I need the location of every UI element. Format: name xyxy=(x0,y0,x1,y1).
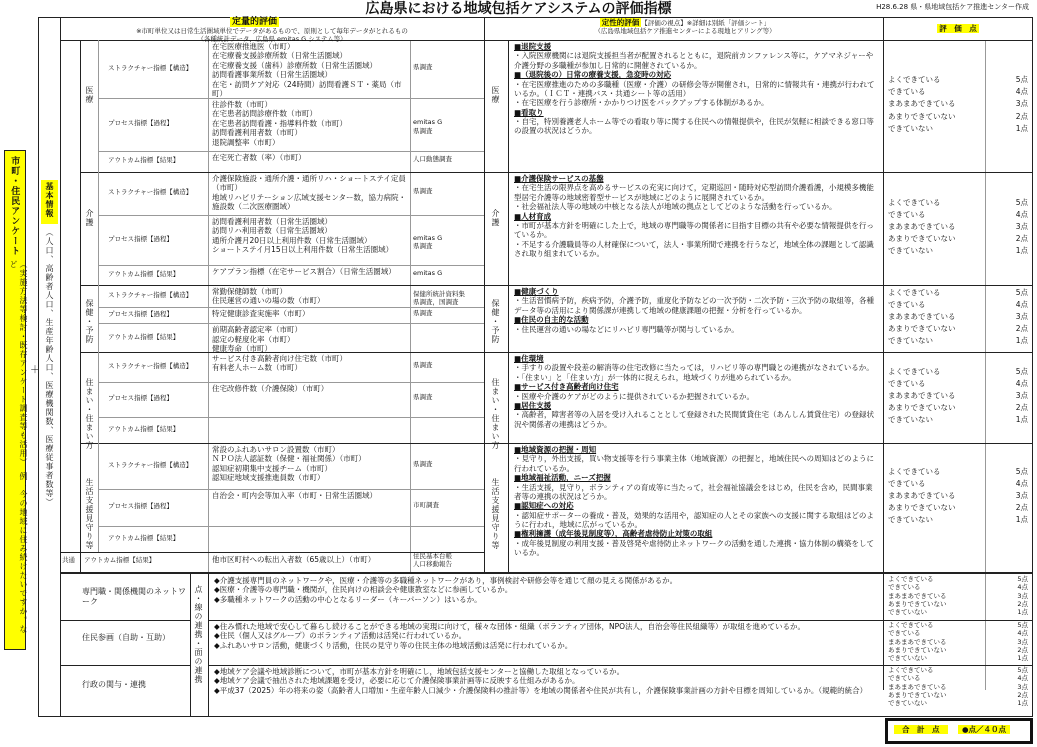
section-name-right: 住まい・住まい方 xyxy=(491,377,500,450)
basic-info-label: 基本情報 xyxy=(45,182,54,218)
eval-point: 5点 xyxy=(1015,366,1028,376)
eval-option: できていない xyxy=(888,336,933,346)
qual-body: ・見守り，外出支援，買い物支援等を行う事業主体（地域資源）の把握と，地域住民への周知はどのように行われているか。 xyxy=(514,454,874,473)
eval-point: 3点 xyxy=(1015,490,1028,500)
indicator-items: 自治会・町内会等加入率（市町・日常生活圏域） xyxy=(212,490,377,500)
eval-point: 4点 xyxy=(1015,87,1028,97)
eval-point: 4点 xyxy=(1015,478,1028,488)
section-name-left: 医療 xyxy=(85,86,94,104)
eval-option: あまりできていない xyxy=(888,645,947,654)
indicator-items xyxy=(212,528,408,551)
bottom-row-name: 行政の関与・連携 xyxy=(82,680,146,689)
indicator-type: ストラクチャー指標【構造】 xyxy=(108,188,193,197)
indicator-items: サービス付き高齢者向け住宅数（市町） 有料老人ホーム数（市町） xyxy=(212,354,347,373)
qual-heading: ■ 住民の自主的な活動 xyxy=(514,315,880,324)
eval-option: できている xyxy=(888,299,926,309)
indicator-items xyxy=(212,419,408,442)
eval-option: あまりできていない xyxy=(888,599,947,608)
eval-option: よくできている xyxy=(888,666,934,674)
qual-heading: ■ 介護保険サービスの基盤 xyxy=(514,174,880,183)
indicator-items: 常勤保健師数（市町） 住民運営の通いの場の数（市町） xyxy=(212,287,325,306)
common-type: アウトカム指標【結果】 xyxy=(84,556,156,564)
eval-point: 2点 xyxy=(1015,234,1028,244)
eval-option: できていない xyxy=(888,246,933,256)
indicator-source: 人口動態調査 xyxy=(413,155,452,164)
eval-options xyxy=(888,198,983,259)
eval-options xyxy=(888,75,983,136)
eval-point: 1点 xyxy=(1017,608,1028,617)
bottom-eval-options xyxy=(888,666,983,707)
eval-option: できている xyxy=(888,583,921,592)
eval-option: まあまあできている xyxy=(888,311,956,321)
common-source: 住民基本台帳 人口移動報告 xyxy=(413,552,452,569)
eval-option: よくできている xyxy=(888,575,934,583)
eval-option: まあまあできている xyxy=(888,682,947,691)
indicator-type: ストラクチャー指標【構造】 xyxy=(108,460,193,469)
eval-point: 2点 xyxy=(1015,111,1028,121)
basic-info-detail: （人口、高齢者人口、生産年齢人口、医療機関数、医療従事者数等） xyxy=(45,228,54,507)
bottom-eval-options xyxy=(888,621,983,662)
indicator-type: アウトカム指標【結果】 xyxy=(108,269,180,278)
bottom-eval-points xyxy=(988,666,1028,707)
indicator-source: 県調査 xyxy=(413,63,433,72)
indicator-items: 住宅改修件数（介護保険）（市町） xyxy=(212,384,329,394)
eval-points xyxy=(988,198,1028,259)
qual-body: ・生活習慣病予防，疾病予防，介護予防，重度化予防などの一次予防・二次予防・三次予防の取組等，各種データ等の活用により関係課が連携して地域の健康課題の把握・分析を行っているか。 xyxy=(514,296,874,315)
qual-heading: ■ 健康づくり xyxy=(514,287,880,296)
qual-heading: ■ 地域福祉活動，ニーズ把握 xyxy=(514,473,880,482)
qual-heading: ■ 人材育成 xyxy=(514,212,880,221)
eval-option: できている xyxy=(888,629,921,638)
eval-point: 4点 xyxy=(1017,629,1028,638)
qual-body: ・認知症サポーターの養成・普及，効果的な活用や，認知症の人とその家族への支援に関する取組はどのように行われ，地域に広がっているか。 xyxy=(514,510,874,529)
indicator-type: ストラクチャー指標【構造】 xyxy=(108,362,193,370)
qual-heading: ■ 退院支援 xyxy=(514,42,880,51)
qual-body: ・住民運営の通いの場などにリハビリ専門職等が関与しているか。 xyxy=(514,324,739,334)
indicator-type: アウトカム指標【結果】 xyxy=(108,332,180,341)
eval-option: まあまあできている xyxy=(888,591,947,600)
eval-option: よくできている xyxy=(888,366,941,376)
eval-point: 3点 xyxy=(1015,221,1028,231)
eval-point: 5点 xyxy=(1017,666,1028,674)
qual-heading: ■ 権利擁護（成年後見制度等），高齢者虐待防止対策の取組 xyxy=(514,529,880,538)
bottom-eval-points xyxy=(988,575,1028,616)
qual-heading: ■ 住環境 xyxy=(514,354,880,363)
section-name-right: 介護 xyxy=(491,208,500,227)
eval-point: 5点 xyxy=(1015,466,1028,476)
bottom-divider-left xyxy=(60,665,190,666)
header-note: H28.6.28 県・県地域包括ケア推進センター作成 xyxy=(876,3,1029,11)
eval-option: あまりできていない xyxy=(888,234,956,244)
qual-body: ・成年後見制度の利用支援・普及啓発や虐待防止ネットワークの活動を通した連携・協力体制の構築をしているか。 xyxy=(514,538,874,558)
bottom-row-body: ◆地域ケア会議や地域診断について，市町が基本方針を明確にし，地域包括支援センターと協働した取組となっているか。 ◆地域ケア会議で抽出された地域課題を受け，必要に応じて介護保険事業計画等に反映する仕組みがあるか。 ◆平成37（2025）年の将来の姿（高齢者人口増加・生産年齢人口減少・介護保険料の推計等）を地域の関係者や住民が共有し，介護保険事業計画の方針や目標を周知しているか。（規範的統合） xyxy=(214,667,868,695)
page-title: 広島県における地域包括ケアシステムの評価指標 xyxy=(365,1,672,17)
eval-options xyxy=(888,367,983,428)
qual-body: ・手すりの設置や段差の解消等の住宅改修に当たっては，リハビリ等の専門職との連携がなされているか。 ・「住まい」と「住まい方」が一体的に捉えられ，地域づくりが進められているか。 xyxy=(514,363,874,382)
qual-body: ・在宅医療推進のための多職種（医療・介護）の研修会等が開催され，日常的に情報共有・連携が行われているか。（ＩＣＴ・連携バス・共通シート等の活用） ・在宅医療を行う診療所・かかりつけ医をバックアップする体制があるか。 xyxy=(514,79,875,108)
row-divider xyxy=(98,151,484,152)
total-value: ●点／４０点 xyxy=(958,725,1010,734)
eval-point: 4点 xyxy=(1017,674,1028,683)
eval-option: まあまあできている xyxy=(888,390,956,400)
eval-points xyxy=(988,288,1028,349)
eval-point: 1点 xyxy=(1015,123,1028,133)
section-divider xyxy=(80,352,1033,353)
quant-header: 定量的評価 xyxy=(232,17,278,27)
indicator-source: 県調査 xyxy=(413,459,433,468)
indicator-type: アウトカム指標【結果】 xyxy=(108,533,180,542)
eval-point: 5点 xyxy=(1017,621,1028,629)
indicator-source: 保健所統計資料集 県調査，国調査 xyxy=(413,290,465,307)
qualitative-text xyxy=(514,445,880,558)
qual-body: ・在宅生活の限界点を高めるサービスの充実に向けて，定期巡回・随時対応型訪問介護看護，小規模多機能型居宅介護等の地域密着型サービスが地域にどのように展開されているか。 ・社会福祉法人等の地域の中核となる法人が地域の拠点としてどのような活動を行っているか。 xyxy=(514,183,874,212)
row-divider xyxy=(98,489,484,490)
qualitative-text xyxy=(514,174,880,283)
indicator-items: 訪問看護利用者数（日常生活圏域） 訪問リハ利用者数（日常生活圏域） 通所介護月20日以上利用件数（日常生活圏域） ショートステイ月15日以上利用件数（日常生活圏域） xyxy=(212,216,394,255)
total-score-box xyxy=(885,718,1033,744)
indicator-type: プロセス指標【過程】 xyxy=(108,502,173,511)
indicator-source: 県調査 xyxy=(413,309,433,318)
eval-options xyxy=(888,288,983,349)
qualitative-text xyxy=(514,287,880,350)
eval-point: 2点 xyxy=(1017,645,1028,654)
indicator-type: ストラクチャー指標【構造】 xyxy=(108,291,193,300)
row-divider xyxy=(98,265,484,266)
eval-point: 5点 xyxy=(1015,197,1028,207)
eval-option: まあまあできている xyxy=(888,490,956,500)
section-divider xyxy=(80,443,1033,444)
qual-body: ・自宅，特別養護老人ホーム等での看取り等に関する住民への情報提供や，住民が気軽に相談できる窓口等の設置の状況はどうか。 xyxy=(514,117,874,136)
row-divider xyxy=(98,98,484,99)
section-divider xyxy=(80,172,1033,173)
indicator-type: プロセス指標【過程】 xyxy=(108,119,173,128)
left-label-2: （実施方法等検討・既存アンケート調査等も活用） 例：今の地域に住み続けたいですか。など xyxy=(9,260,28,634)
eval-point: 1点 xyxy=(1017,699,1028,708)
eval-option: できていない xyxy=(888,515,933,525)
section-name-right: 医療 xyxy=(491,86,500,104)
eval-point: 1点 xyxy=(1015,246,1028,256)
indicator-source: 市町調査 xyxy=(413,501,439,510)
eval-option: できている xyxy=(888,378,926,388)
eval-option: できていない xyxy=(888,415,933,425)
eval-option: できている xyxy=(888,674,921,683)
qual-heading: ■ （退院後の）日常の療養支援，急変時の対応 xyxy=(514,70,880,79)
bottom-eval-points xyxy=(988,621,1028,662)
eval-point: 5点 xyxy=(1017,575,1028,583)
eval-point: 4点 xyxy=(1015,209,1028,219)
bottom-row-body: ◆介護支援専門員のネットワークや，医療・介護等の多職種ネットワークがあり，事例検討や研修会等を通じて顔の見える関係があるか。 ◆医療・介護等の専門職・機関が，住民向けの相談会や健康教室などに参画しているか。 ◆多職種ネットワークの活動の中心となるリーダー（キーパーソン）はいるか。 xyxy=(214,576,678,604)
eval-option: あまりできていない xyxy=(888,111,956,121)
qualitative-text xyxy=(514,354,880,441)
eval-options xyxy=(888,467,983,528)
indicator-type: アウトカム指標【結果】 xyxy=(108,424,180,433)
indicator-type: アウトカム指標【結果】 xyxy=(108,156,180,165)
eval-option: できていない xyxy=(888,608,927,617)
eval-point: 5点 xyxy=(1015,287,1028,297)
eval-header: 評 価 点 xyxy=(939,24,977,33)
eval-point: 4点 xyxy=(1015,299,1028,309)
eval-point: 2点 xyxy=(1017,599,1028,608)
eval-option: できていない xyxy=(888,699,927,708)
qual-body: ・高齢者，障害者等の入居を受け入れることとして登録された民間賃貸住宅（あんしん賃貸住宅）の登録状況や関係者の連携はどうか。 xyxy=(514,410,874,429)
indicator-source: 県調査 xyxy=(413,187,433,196)
eval-option: よくできている xyxy=(888,621,934,629)
indicator-items: 常設のふれあいサロン設置数（市町） ＮＰＯ法人認証数（保健・福祉関係）（市町） 認知症初期集中支援チーム（市町） 認知症地域支援推進員数（市町） xyxy=(212,445,366,483)
row-label-divider xyxy=(98,443,99,552)
row-label-divider xyxy=(98,352,99,443)
eval-point: 1点 xyxy=(1017,654,1028,663)
indicator-source: emitas G 県調査 xyxy=(413,233,443,250)
section-divider xyxy=(80,285,1033,286)
qual-body: ・市町が基本方針を明確にした上で，地域の専門職等の関係者に目指す目標の共有や必要な情報提供を行っているか。 ・不足する介護職員等の人材確保について，法人・事業所間で連携を行うなど，地域全体の課題として認識され取り組まれているか。 xyxy=(514,220,874,258)
eval-points xyxy=(988,75,1028,136)
eval-option: できている xyxy=(888,478,926,488)
row-divider xyxy=(98,417,484,418)
eval-option: あまりできていない xyxy=(888,503,956,513)
bottom-center-label: 点・線の連携・面の連携 xyxy=(194,585,203,684)
eval-option: できていない xyxy=(888,654,927,663)
indicator-source: emitas G xyxy=(413,268,443,277)
section-name-left: 保健・予防 xyxy=(85,298,94,344)
common-items: 他市区町村への転出入者数（65歳以上）（市町） xyxy=(212,555,376,564)
eval-point: 2点 xyxy=(1015,403,1028,413)
indicator-source: 県調査 xyxy=(413,393,433,402)
eval-points xyxy=(988,467,1028,528)
bottom-row-name: 住民参画（自助・互助） xyxy=(82,632,170,642)
eval-point: 1点 xyxy=(1015,415,1028,425)
eval-point: 3点 xyxy=(1015,99,1028,109)
eval-point: 2点 xyxy=(1015,324,1028,334)
eval-point: 2点 xyxy=(1015,503,1028,513)
eval-option: できている xyxy=(888,209,926,219)
qual-heading: ■ 看取り xyxy=(514,108,880,117)
row-divider xyxy=(98,307,484,308)
indicator-type: プロセス指標【過程】 xyxy=(108,394,173,403)
eval-option: よくできている xyxy=(888,197,941,207)
left-label-1: 市町・住民アンケート xyxy=(9,156,20,256)
indicator-source: emitas G 県調査 xyxy=(413,118,443,135)
qual-heading: ■ 地域資源の把握・周知 xyxy=(514,445,880,454)
indicator-items: 特定健康診査実施率（市町） xyxy=(212,309,310,319)
section-name-left: 生活支援見守り等 xyxy=(85,477,94,550)
qual-body: ・生活支援，見守り，ボランティアの育成等に当たって，社会福祉協議会をはじめ，住民を含め，民間事業者等の連携の状況はどうか。 xyxy=(514,482,873,501)
qual-heading: ■ 居住支援 xyxy=(514,401,880,410)
section-name-right: 保健・予防 xyxy=(491,298,500,344)
eval-option: よくできている xyxy=(888,75,941,84)
eval-point: 1点 xyxy=(1015,336,1028,346)
qual-body: ・入院医療機関には退院支援担当者が配置されるとともに，退院前カンファレンス等に，ケアマネジャーや介護分野の多職種が参加し日常的に開催されているか。 xyxy=(514,51,874,70)
section-name-left: 介護 xyxy=(85,208,94,227)
eval-option: あまりできていない xyxy=(888,324,956,334)
eval-option: まあまあできている xyxy=(888,221,956,231)
eval-option: できている xyxy=(888,87,926,97)
eval-point: 3点 xyxy=(1015,390,1028,400)
qual-header: 定性的評価 【評価の視点】※詳細は別紙「評価シート」 （広島県地域包括ケア推進センターによる現地ヒアリング等） xyxy=(594,18,776,36)
bottom-row-name: 専門職・関係機関のネットワーク xyxy=(82,587,186,606)
indicator-type: ストラクチャー指標【構造】 xyxy=(108,64,193,73)
row-divider xyxy=(98,382,484,383)
qualitative-text xyxy=(514,42,880,170)
eval-option: まあまあできている xyxy=(888,637,947,646)
eval-option: あまりできていない xyxy=(888,690,947,699)
eval-points xyxy=(988,367,1028,428)
eval-point: 3点 xyxy=(1015,311,1028,321)
row-label-divider xyxy=(98,172,99,285)
eval-option: あまりできていない xyxy=(888,403,956,413)
qual-body: ・医療や介護のケアがどのように提供されているか把握されているか。 xyxy=(514,391,754,401)
eval-point: 3点 xyxy=(1017,591,1028,600)
eval-option: よくできている xyxy=(888,466,941,476)
section-name-right: 生活支援見守り等 xyxy=(491,477,500,550)
plus-sign: ＋ xyxy=(30,365,40,376)
indicator-source: 県調査 xyxy=(413,361,433,369)
eval-option: よくできている xyxy=(888,287,941,297)
indicator-type: プロセス指標【過程】 xyxy=(108,310,173,319)
row-divider xyxy=(98,215,484,216)
total-label: 合 計 点 xyxy=(894,725,948,734)
indicator-items: 往診件数（市町） 在宅患者訪問診療件数（市町） 在宅患者訪問看護・指導料件数（市町） 訪問看護利用者数（市町） 退院調整率（市町） xyxy=(212,100,347,147)
eval-option: できていない xyxy=(888,123,933,133)
section-name-left: 住まい・住まい方 xyxy=(85,377,94,450)
indicator-type: プロセス指標【過程】 xyxy=(108,234,173,243)
indicator-items: ケアプラン指標（在宅サービス割合）（日常生活圏域） xyxy=(212,266,396,276)
indicator-items: 前期高齢者認定率（市町） 認定の軽度化率（市町） 健康寿命（市町） xyxy=(212,325,302,353)
eval-point: 3点 xyxy=(1017,682,1028,691)
row-label-divider xyxy=(98,40,99,172)
bottom-divider-left xyxy=(60,620,190,621)
eval-option: まあまあできている xyxy=(888,99,956,109)
common-label: 共通 xyxy=(62,556,75,564)
eval-point: 1点 xyxy=(1015,515,1028,525)
indicator-items: 在宅死亡者数（率）（市町） xyxy=(212,152,306,162)
eval-point: 2点 xyxy=(1017,690,1028,699)
eval-point: 5点 xyxy=(1015,75,1028,84)
indicator-items: 在宅医療推進医（市町） 在宅療養支援診療所数（日常生活圏域） 在宅療養支援（歯科）診療所数（日常生活圏域） 訪問看護事業所数（日常生活圏域） 在宅・訪問ケア対応（24時間）訪問看護ＳＴ・薬局（市町） xyxy=(212,42,402,98)
row-divider xyxy=(98,526,484,527)
qual-heading: ■ サービス付き高齢者向け住宅 xyxy=(514,382,880,391)
indicator-items: 介護保険施設・通所介護・通所リハ・ショートステイ定員（市町） 地域リハビリテーション広域支援センター数，協力病院・施設数（二次医療圏域） xyxy=(212,174,407,212)
bottom-row-body: ◆住み慣れた地域で安心して暮らし続けることができる地域の実現に向けて，様々な団体・組織（ボランティア団体，NPO法人，自治会等住民組織等）が取組を進めているか。 ◆住民（個人又はグループ）のボランティア活動は活発に行われているか。 ◆ふれあいサロン活動，健康づくり活動，住民の見守り等の住民主体の地域活動は活発に行われているか。 xyxy=(214,622,806,650)
quant-note: ※市町単位又は日常生活圏域単位でデータがあるもので、原則として毎年データがとれるもの （各種統計データ、広島県 emitas G システム等） xyxy=(136,27,408,44)
eval-point: 3点 xyxy=(1017,637,1028,646)
eval-point: 4点 xyxy=(1017,583,1028,592)
eval-point: 4点 xyxy=(1015,378,1028,388)
qual-heading: ■ 認知症への対応 xyxy=(514,501,880,510)
bottom-eval-options xyxy=(888,575,983,616)
row-label-divider xyxy=(98,285,99,352)
